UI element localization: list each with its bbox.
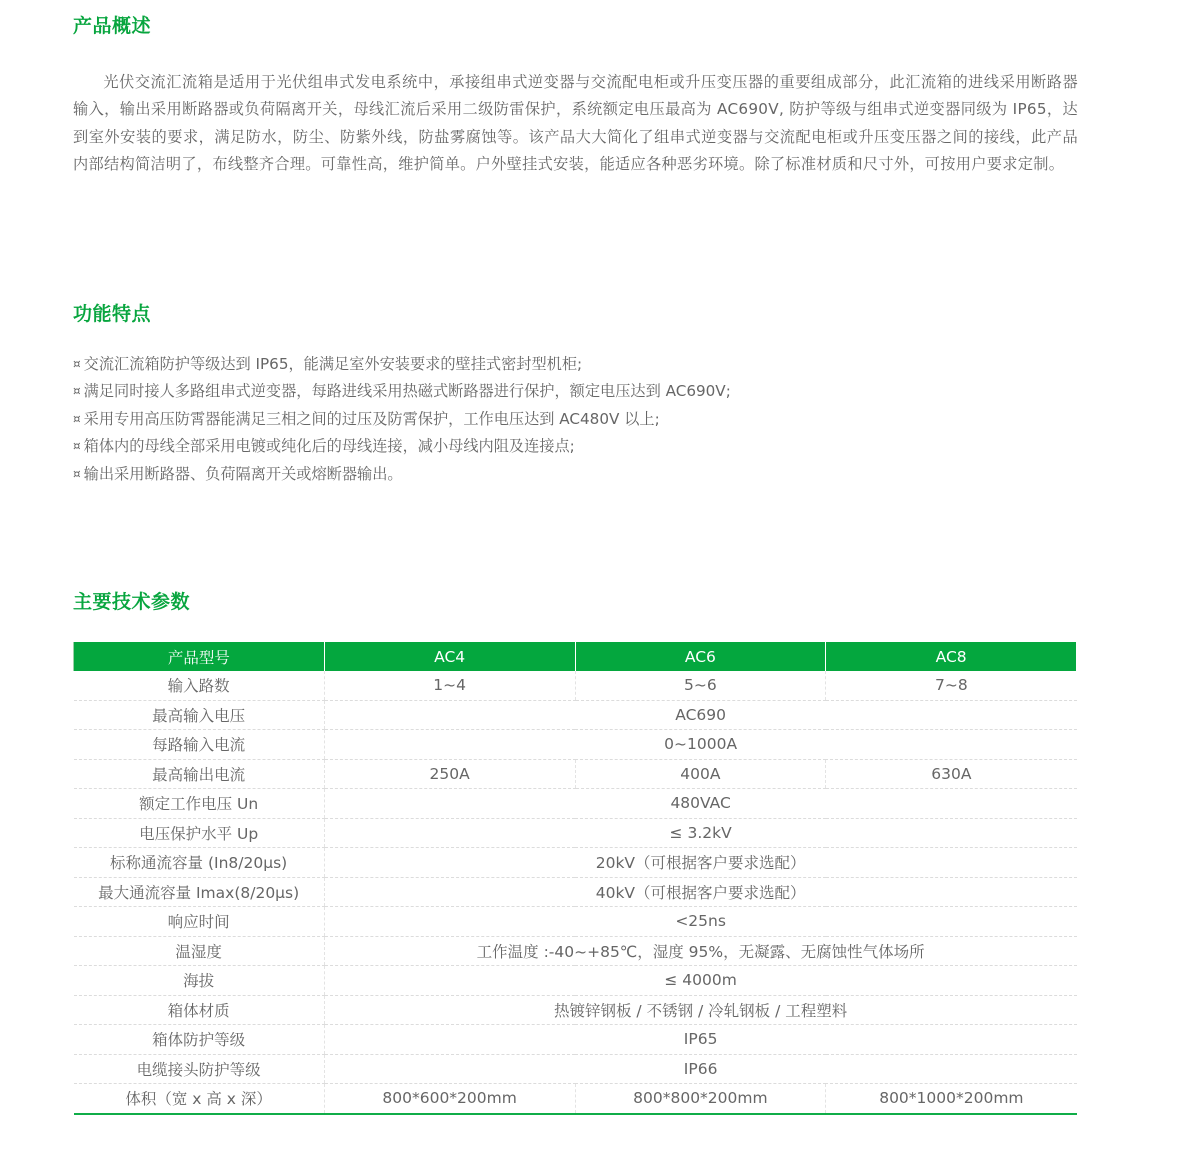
row-label: 标称通流容量 (In8/20μs) [74,848,325,878]
table-row [74,700,1077,730]
table-row [74,966,1077,996]
table-row [74,1054,1077,1084]
row-label: 输入路数 [74,671,325,700]
header-model: 产品型号 [74,642,325,671]
cell-ac6: 5~6 [575,671,826,700]
cell-all: 40kV（可根据客户要求选配） [324,877,1076,907]
feature-item: ¤ 交流汇流箱防护等级达到 IP65，能满足室外安装要求的壁挂式密封型机柜; [73,355,583,373]
cell-all: <25ns [324,907,1076,937]
cell-ac8: 7~8 [826,671,1077,700]
table-row [74,818,1077,848]
row-label: 箱体材质 [74,995,325,1025]
table-row [74,936,1077,966]
row-label: 温湿度 [74,936,325,966]
features-list [73,351,1078,488]
table-row [74,759,1077,789]
cell-ac4: 800*600*200mm [324,1084,575,1114]
feature-item: ¤ 箱体内的母线全部采用电镀或纯化后的母线连接，减小母线内阻及连接点; [73,437,575,456]
cell-all: ≤ 3.2kV [324,818,1076,848]
cell-ac6: 400A [575,759,826,789]
bullet-icon: ¤ [73,411,81,426]
cell-all: 20kV（可根据客户要求选配） [324,848,1076,878]
table-row [74,848,1077,878]
cell-ac4: 250A [324,759,575,789]
table-row [74,671,1077,700]
specs-title: 主要技术参数 [73,591,191,613]
bullet-icon: ¤ [73,439,81,454]
cell-all: ≤ 4000m [324,966,1076,996]
features-title: 功能特点 [73,303,152,325]
header-ac4: AC4 [324,642,575,671]
table-row [74,730,1077,760]
cell-ac8: 630A [826,759,1077,789]
row-label: 响应时间 [74,907,325,937]
row-label: 电缆接头防护等级 [74,1054,325,1084]
header-ac6: AC6 [575,642,826,671]
cell-ac4: 1~4 [324,671,575,700]
overview-title: 产品概述 [73,15,152,37]
overview-paragraph: 光伏交流汇流箱是适用于光伏组串式发电系统中，承接组串式逆变器与交流配电柜或升压变压器的重要组成部分，此汇流箱的进线采用断路器输入，输出采用断路器或负荷隔离开关，母线汇流后采用二级防雷保护，系统额定电压最高为 AC690V, 防护等级与组串式逆变器同级为 IP65，达到室外安装的要求，满足防水，防尘、防紫外线，防盐雾腐蚀等。该产品大大简化了组串式逆变器与交流配电柜或升压变压器之间的接线，此产品内部结构简洁明了，布线整齐合理。可靠性高，维护简单。户外壁挂式安装，能适应各种恶劣环境。除了标准材质和尺寸外，可按用户要求定制。 [73,73,1078,173]
table-row [74,1084,1077,1114]
cell-ac6: 800*800*200mm [575,1084,826,1114]
feature-item: ¤ 输出采用断路器、负荷隔离开关或熔断器输出。 [73,464,403,483]
cell-all: IP65 [324,1025,1076,1055]
row-label: 最高输入电压 [74,700,325,730]
row-label: 海拔 [74,966,325,996]
row-label: 体积（宽 x 高 x 深） [74,1084,325,1114]
header-ac8: AC8 [826,642,1077,671]
cell-all: AC690 [324,700,1076,730]
row-label: 最高输出电流 [74,759,325,789]
row-label: 每路输入电流 [74,730,325,760]
bullet-icon: ¤ [73,384,81,399]
spec-header-row [74,642,1077,671]
bullet-icon: ¤ [73,466,81,481]
cell-all: 工作温度 :-40~+85℃，湿度 95%，无凝露、无腐蚀性气体场所 [324,936,1076,966]
cell-all: 0~1000A [324,730,1076,760]
table-row [74,1025,1077,1055]
feature-item: ¤ 满足同时接人多路组串式逆变器，每路进线采用热磁式断路器进行保护，额定电压达到 AC690V; [73,382,731,401]
cell-all: 480VAC [324,789,1076,819]
spec-table [73,642,1077,1115]
row-label: 电压保护水平 Up [74,818,325,848]
cell-ac8: 800*1000*200mm [826,1084,1077,1114]
cell-all: IP66 [324,1054,1076,1084]
cell-all: 热镀锌钢板 / 不锈钢 / 冷轧钢板 / 工程塑料 [324,995,1076,1025]
row-label: 最大通流容量 Imax(8/20μs) [74,877,325,907]
table-row [74,789,1077,819]
row-label: 箱体防护等级 [74,1025,325,1055]
table-row [74,907,1077,937]
row-label: 额定工作电压 Un [74,789,325,819]
feature-item: ¤ 采用专用高压防霄器能满足三相之间的过压及防霄保护，工作电压达到 AC480V 以上; [73,409,660,428]
bullet-icon: ¤ [73,357,81,371]
table-row [74,877,1077,907]
table-row [74,995,1077,1025]
